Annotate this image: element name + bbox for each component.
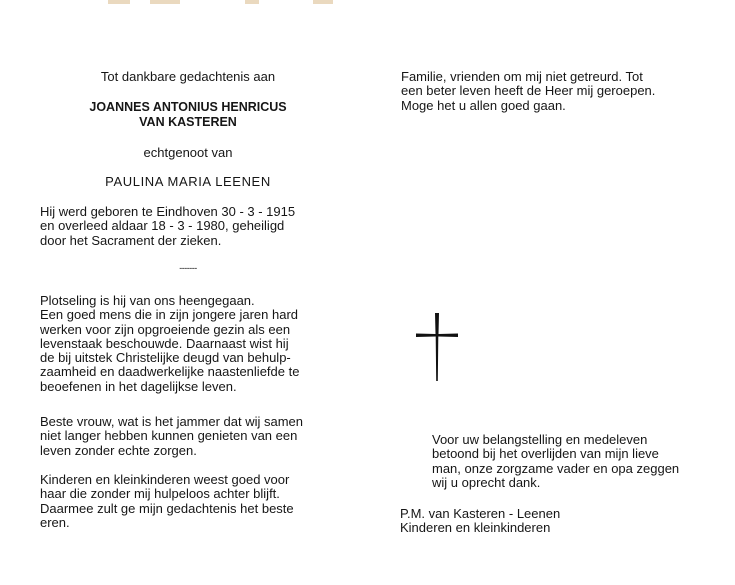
paragraph-line: de bij uitstek Christelijke deugd van behulp- bbox=[40, 350, 291, 366]
latin-cross-icon bbox=[414, 312, 460, 382]
paragraph-2 bbox=[40, 415, 336, 458]
thanks-line: wij u oprecht dank. bbox=[432, 474, 541, 490]
edge-mark bbox=[108, 0, 130, 4]
thanks-line: Voor uw belangstelling en medeleven bbox=[432, 432, 648, 447]
paragraph-line: zaamheid en daadwerkelijke naastenliefde te bbox=[40, 364, 300, 380]
edge-mark bbox=[150, 0, 180, 4]
paragraph-line: werken voor zijn opgroeiende gezin als een bbox=[40, 321, 291, 337]
edge-mark bbox=[245, 0, 259, 4]
paragraph-line: leven zonder echte zorgen. bbox=[40, 442, 197, 458]
separator-dashes: ------- bbox=[179, 263, 197, 273]
edge-mark bbox=[313, 0, 333, 4]
paragraph-line: Daarmee zult ge mijn gedachtenis het beste bbox=[40, 500, 294, 516]
deceased-name-line1: JOANNES ANTONIUS HENRICUS bbox=[89, 100, 287, 114]
bio-line: en overleed aldaar 18 - 3 - 1980, geheiligd bbox=[40, 218, 285, 234]
paragraph-line: Beste vrouw, wat is het jammer dat wij samen bbox=[40, 414, 303, 429]
spouse-of-label: echtgenoot van bbox=[143, 145, 233, 160]
bio-line: door het Sacrament der zieken. bbox=[40, 232, 222, 248]
paragraph-line: eren. bbox=[40, 514, 70, 530]
top-edge-strip bbox=[0, 0, 735, 5]
paragraph-1 bbox=[40, 294, 336, 394]
deceased-name-line2: VAN KASTEREN bbox=[139, 115, 237, 129]
paragraph-line: levenstaak beschouwde. Daarnaast wist hij bbox=[40, 335, 289, 351]
farewell-line: Familie, vrienden om mij niet getreurd. Tot bbox=[401, 69, 643, 84]
signature-line: P.M. van Kasteren - Leenen bbox=[400, 506, 561, 521]
farewell-line: een beter leven heeft de Heer mij geroepen. bbox=[401, 83, 656, 99]
bio-line: Hij werd geboren te Eindhoven 30 - 3 - 1915 bbox=[40, 204, 296, 219]
paragraph-line: beoefenen in het dagelijkse leven. bbox=[40, 378, 237, 394]
thanks-block bbox=[432, 433, 712, 490]
bio-block bbox=[40, 205, 336, 248]
farewell-block bbox=[401, 70, 701, 113]
paragraph-3 bbox=[40, 473, 336, 530]
signature-line: Kinderen en kleinkinderen bbox=[400, 520, 551, 536]
paragraph-line: niet langer hebben kunnen genieten van een bbox=[40, 428, 298, 444]
signature-block bbox=[400, 507, 700, 536]
spouse-name: PAULINA MARIA LEENEN bbox=[105, 174, 271, 189]
paragraph-line: Plotseling is hij van ons heengegaan. bbox=[40, 293, 255, 308]
paragraph-line: Kinderen en kleinkinderen weest goed voor bbox=[40, 472, 290, 487]
farewell-line: Moge het u allen goed gaan. bbox=[401, 97, 566, 113]
paragraph-line: haar die zonder mij hulpeloos achter blijft. bbox=[40, 486, 280, 502]
thanks-line: betoond bij het overlijden van mijn lieve bbox=[432, 446, 659, 462]
intro-line: Tot dankbare gedachtenis aan bbox=[100, 69, 276, 84]
paragraph-line: Een goed mens die in zijn jongere jaren hard bbox=[40, 307, 299, 323]
thanks-line: man, onze zorgzame vader en opa zeggen bbox=[432, 460, 680, 476]
